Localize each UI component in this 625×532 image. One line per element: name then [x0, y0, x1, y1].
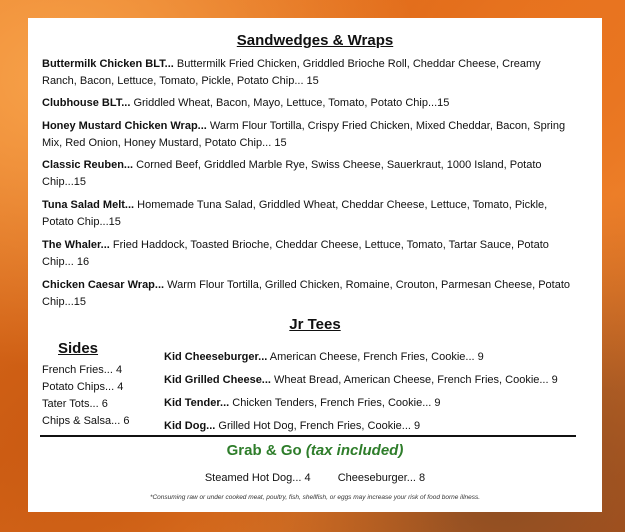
menu-item — [42, 237, 572, 271]
menu-item — [42, 277, 572, 311]
menu-item — [42, 157, 572, 191]
grab-go-title-text: Grab & Go — [226, 442, 306, 459]
menu-item-desc: Corned Beef, Griddled Marble Rye, Swiss Cheese, Sauerkraut, 1000 Island, Potato Chip...15 — [42, 159, 542, 188]
menu-item-desc: Homemade Tuna Salad, Griddled Wheat, Cheddar Cheese, Lettuce, Tomato, Pickle, Potato Chip...15 — [42, 199, 548, 228]
menu-item-desc: Buttermilk Fried Chicken, Griddled Brioche Roll, Cheddar Cheese, Creamy Ranch, Bacon, Lettuce, Tomato, Pickle, Potato Chip... 15 — [42, 58, 541, 87]
menu-item-name: Buttermilk Chicken BLT... — [42, 58, 174, 70]
grab-go-title-note: (tax included) — [305, 442, 404, 459]
kid-item — [164, 419, 558, 442]
sides-list — [42, 362, 129, 430]
kids-list — [164, 350, 558, 442]
side-item: Chips & Salsa... 6 — [42, 415, 130, 427]
menu-item — [42, 197, 572, 231]
kid-item-desc: American Cheese, French Fries, Cookie... 9 — [267, 351, 484, 363]
menu-item — [42, 118, 572, 152]
kid-item-desc: Chicken Tenders, French Fries, Cookie... 9 — [229, 397, 441, 409]
side-item: Tater Tots... 6 — [42, 398, 108, 410]
grab-go-items — [28, 472, 602, 484]
kid-item-desc: Wheat Bread, American Cheese, French Fries, Cookie... 9 — [270, 374, 558, 386]
menu-item — [42, 95, 572, 112]
kid-item-desc: Grilled Hot Dog, French Fries, Cookie... 9 — [215, 420, 421, 432]
grab-go-title — [28, 442, 602, 459]
menu-page — [28, 18, 602, 512]
grab-go-item: Cheeseburger... 8 — [337, 472, 426, 484]
kid-item-name: Kid Cheeseburger... — [164, 351, 268, 363]
menu-item-desc: Warm Flour Tortilla, Grilled Chicken, Romaine, Crouton, Parmesan Cheese, Potato Chip...15 — [42, 279, 571, 308]
menu-item-desc: Griddled Wheat, Bacon, Mayo, Lettuce, Tomato, Potato Chip...15 — [130, 97, 450, 109]
menu-item-name: Honey Mustard Chicken Wrap... — [42, 120, 207, 132]
menu-item-name: The Whaler... — [42, 239, 110, 251]
side-item: French Fries... 4 — [42, 364, 123, 376]
jr-tees-title: Jr Tees — [289, 316, 341, 333]
kid-item-name: Kid Tender... — [164, 397, 230, 409]
kid-item — [164, 350, 558, 373]
menu-item-name: Classic Reuben... — [42, 159, 134, 171]
grab-go-item: Steamed Hot Dog... 4 — [204, 472, 311, 484]
sandwiches-title: Sandwedges & Wraps — [236, 32, 394, 49]
food-safety-disclaimer: *Consuming raw or under cooked meat, poultry, fish, shellfish, or eggs may increase your risk of food borne illness. — [149, 494, 481, 501]
menu-item-desc: Warm Flour Tortilla, Crispy Fried Chicken, Mixed Cheddar, Bacon, Spring Mix, Red Onion, Honey Mustard, Potato Chip... 15 — [42, 120, 566, 149]
menu-item-name: Chicken Caesar Wrap... — [42, 279, 165, 291]
section-divider — [40, 435, 576, 437]
menu-item-name: Tuna Salad Melt... — [42, 199, 135, 211]
menu-item-desc: Fried Haddock, Toasted Brioche, Cheddar Cheese, Lettuce, Tomato, Tartar Sauce, Potato Chip... 16 — [42, 239, 549, 268]
kid-item-name: Kid Dog... — [164, 420, 216, 432]
side-item: Potato Chips... 4 — [42, 381, 124, 393]
kid-item — [164, 373, 558, 396]
menu-item-name: Clubhouse BLT... — [42, 97, 131, 109]
sides-title: Sides — [58, 340, 99, 357]
kid-item-name: Kid Grilled Cheese... — [164, 374, 271, 386]
menu-item — [42, 56, 572, 90]
kid-item — [164, 396, 558, 419]
